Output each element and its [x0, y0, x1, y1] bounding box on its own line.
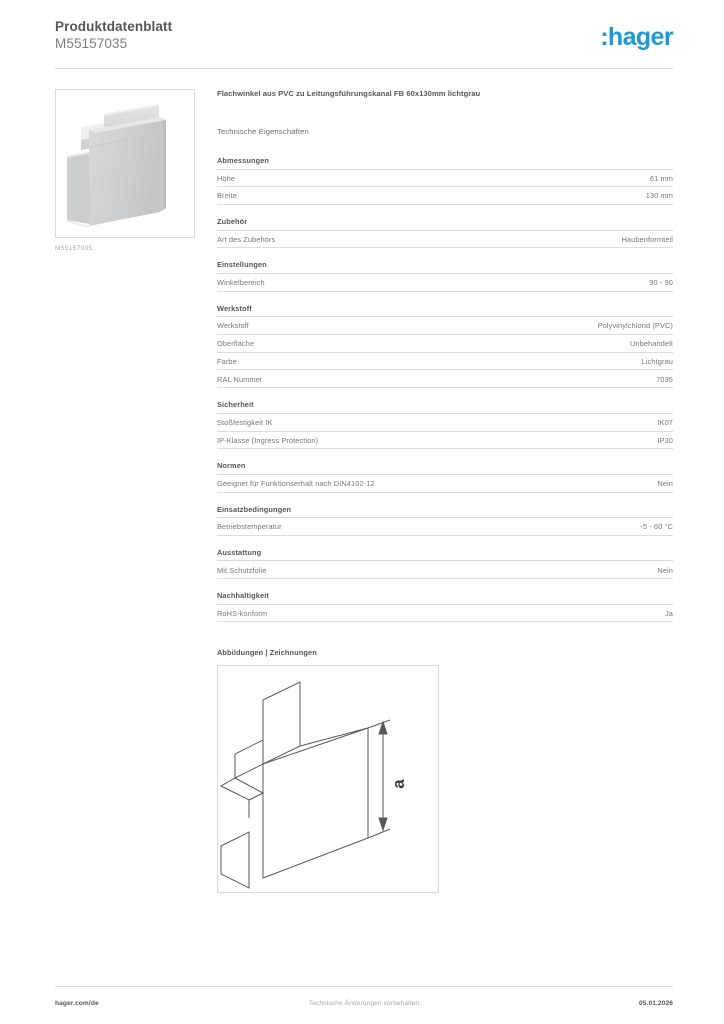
product-description: Flachwinkel aus PVC zu Leitungsführungskanal FB 60x130mm lichtgrau	[217, 89, 481, 98]
spec-group	[217, 505, 673, 536]
spec-label: RAL Nummer	[217, 374, 263, 384]
spec-label: Breite	[217, 191, 237, 201]
spec-group	[217, 400, 673, 449]
spec-group	[217, 461, 673, 492]
spec-value: IK07	[657, 417, 673, 427]
spec-value: Polyvinylchlorid (PVC)	[597, 321, 673, 331]
spec-label: Art des Zubehörs	[217, 234, 276, 244]
spec-value: Unbehandelt	[629, 339, 673, 349]
spec-value: IP30	[657, 435, 673, 445]
spec-group-title: Ausstattung	[217, 548, 673, 562]
spec-value: Lichtgrau	[641, 356, 673, 366]
spec-value: Nein	[657, 565, 673, 575]
footer-date: 05.01.2026	[638, 999, 673, 1007]
spec-value: Ja	[664, 608, 673, 618]
spec-row	[217, 353, 673, 371]
drawings-heading: Abbildungen | Zeichnungen	[217, 648, 317, 658]
spec-row	[217, 432, 673, 450]
spec-group	[217, 304, 673, 389]
spec-row	[217, 170, 673, 188]
spec-value: Haubenformteil	[621, 234, 673, 244]
footer-website[interactable]: hager.com/de	[55, 999, 99, 1007]
spec-value: 130 mm	[645, 191, 673, 201]
hager-logo: :hager	[600, 23, 673, 51]
spec-group	[217, 217, 673, 248]
spec-table	[217, 156, 673, 622]
spec-label: Werkstoff	[217, 321, 249, 331]
header-divider	[55, 68, 673, 69]
page-footer	[55, 996, 673, 1010]
spec-group-title: Werkstoff	[217, 304, 673, 318]
spec-value: 7035	[656, 374, 673, 384]
spec-label: Oberfläche	[217, 339, 255, 349]
spec-group-title: Einsatzbedingungen	[217, 505, 673, 519]
spec-group	[217, 548, 673, 579]
spec-row	[217, 274, 673, 292]
spec-label: Betriebstemperatur	[217, 522, 282, 532]
product-photo	[55, 89, 195, 238]
spec-row	[217, 317, 673, 335]
spec-row	[217, 518, 673, 536]
spec-row	[217, 561, 673, 579]
spec-label: Farbe	[217, 356, 237, 366]
spec-row	[217, 414, 673, 432]
spec-value: -5 - 60 °C	[640, 522, 673, 532]
spec-row	[217, 370, 673, 388]
spec-value: 61 mm	[649, 173, 673, 183]
spec-row	[217, 187, 673, 205]
spec-row	[217, 231, 673, 249]
technical-drawing-art	[218, 666, 438, 892]
spec-row	[217, 475, 673, 493]
spec-group	[217, 591, 673, 622]
product-photo-caption: M55157035	[55, 245, 93, 252]
page-header	[55, 18, 673, 68]
spec-group-title: Abmessungen	[217, 156, 673, 170]
spec-group-title: Nachhaltigkeit	[217, 591, 673, 605]
footer-divider	[55, 986, 673, 987]
spec-label: RoHS-konform	[217, 608, 268, 618]
spec-group-title: Zubehör	[217, 217, 673, 231]
spec-group-title: Einstellungen	[217, 260, 673, 274]
spec-group	[217, 156, 673, 205]
product-photo-art	[56, 90, 194, 237]
spec-value: 90 - 90	[649, 278, 673, 288]
spec-group	[217, 260, 673, 291]
spec-label: Mit Schutzfolie	[217, 565, 267, 575]
technical-drawing	[217, 665, 439, 893]
datasheet-content	[217, 89, 673, 893]
spec-label: Geeignet für Funktionserhalt nach DIN4102-12	[217, 479, 375, 488]
product-reference: M55157035	[55, 36, 128, 51]
page-title: Produktdatenblatt	[55, 19, 173, 34]
spec-row	[217, 335, 673, 353]
spec-label: Höhe	[217, 173, 236, 183]
technical-properties-heading: Technische Eigenschaften	[217, 127, 309, 136]
spec-value: Nein	[657, 479, 673, 488]
footer-disclaimer: Technische Änderungen vorbehalten	[308, 999, 420, 1007]
spec-row	[217, 605, 673, 623]
spec-label: Stoßfestigkeit IK	[217, 417, 273, 427]
spec-group-title: Sicherheit	[217, 400, 673, 414]
spec-label: Winkelbereich	[217, 278, 265, 288]
dimension-label-a: a	[389, 779, 408, 790]
spec-label: IP-Klasse (Ingress Protection)	[217, 435, 319, 445]
spec-group-title: Normen	[217, 461, 673, 475]
